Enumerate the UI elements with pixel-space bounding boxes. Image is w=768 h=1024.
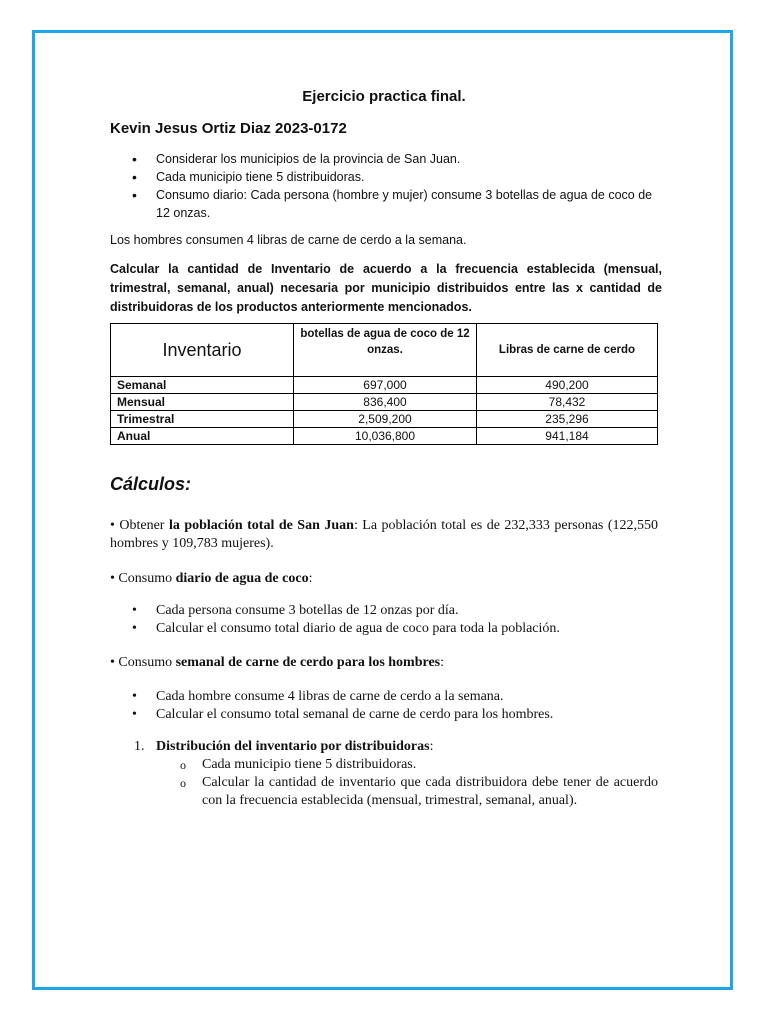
list-item: • Calcular el consumo total diario de agua de coco para toda la población.	[110, 620, 658, 638]
requirements-list	[110, 150, 660, 222]
calculations-heading: Cálculos:	[110, 474, 192, 494]
pork-list	[110, 688, 658, 724]
table-cell: 490,200	[477, 377, 658, 394]
numbered-item: 1. Distribución del inventario por distribuidoras: o Cada municipio tiene 5 distribuidoras. o Calcular la cantidad de inventario que cada distribuidora debe tener de acuerdo con la frecuencia establecida (mensual, trimestral, semanal, anual).	[134, 738, 658, 810]
pork-paragraph: • Consumo semanal de carne de cerdo para los hombres:	[110, 655, 445, 670]
table-header: Libras de carne de cerdo	[477, 324, 658, 377]
list-item: • Considerar los municipios de la provincia de San Juan.	[110, 150, 660, 168]
table-row	[111, 377, 658, 394]
men-consumption-paragraph: Los hombres consumen 4 libras de carne de cerdo a la semana.	[110, 233, 467, 247]
list-item: • Cada persona consume 3 botellas de 12 onzas por día.	[110, 602, 658, 620]
list-item: • Cada hombre consume 4 libras de carne de cerdo a la semana.	[110, 688, 658, 706]
instruction-paragraph: Calcular la cantidad de Inventario de acuerdo a la frecuencia establecida (mensual, trimestral, semanal, anual) necesaria por municipio distribuidos entre las x cantidad de distribuidoras de los productos anteriormente mencionados.	[110, 262, 662, 314]
list-item: o Calcular la cantidad de inventario que cada distribuidora debe tener de acuerdo con la frecuencia establecida (mensual, trimestral, semanal, anual).	[180, 774, 658, 810]
list-item: • Calcular el consumo total semanal de carne de cerdo para los hombres.	[110, 706, 658, 724]
population-paragraph: • Obtener la población total de San Juan: La población total es de 232,333 personas (122,550 hombres y 109,783 mujeres).	[110, 518, 658, 551]
table-row	[111, 428, 658, 445]
table-row	[111, 394, 658, 411]
distribution-sublist	[134, 756, 658, 810]
table-cell: 235,296	[477, 411, 658, 428]
author-line: Kevin Jesus Ortiz Diaz 2023-0172	[110, 120, 347, 137]
table-cell: Trimestral	[111, 411, 294, 428]
table-cell: Anual	[111, 428, 294, 445]
table-cell: 78,432	[477, 394, 658, 411]
table-cell: Semanal	[111, 377, 294, 394]
table-cell: 697,000	[294, 377, 477, 394]
table-cell: 836,400	[294, 394, 477, 411]
table-cell: Mensual	[111, 394, 294, 411]
table-row	[111, 411, 658, 428]
table-cell: 941,184	[477, 428, 658, 445]
coconut-water-list	[110, 602, 658, 638]
document-title: Ejercicio practica final.	[302, 88, 466, 105]
item-number: 1.	[134, 739, 145, 754]
inventory-table	[110, 323, 658, 445]
coconut-water-paragraph: • Consumo diario de agua de coco:	[110, 571, 313, 586]
list-item: • Consumo diario: Cada persona (hombre y mujer) consume 3 botellas de agua de coco de 12 onzas.	[110, 186, 660, 222]
table-header: botellas de agua de coco de 12 onzas.	[294, 324, 477, 377]
table-cell: 10,036,800	[294, 428, 477, 445]
table-cell: 2,509,200	[294, 411, 477, 428]
list-item: • Cada municipio tiene 5 distribuidoras.	[110, 168, 660, 186]
table-header: Inventario	[111, 324, 294, 377]
list-item: o Cada municipio tiene 5 distribuidoras.	[180, 756, 658, 774]
table-header-row	[111, 324, 658, 377]
